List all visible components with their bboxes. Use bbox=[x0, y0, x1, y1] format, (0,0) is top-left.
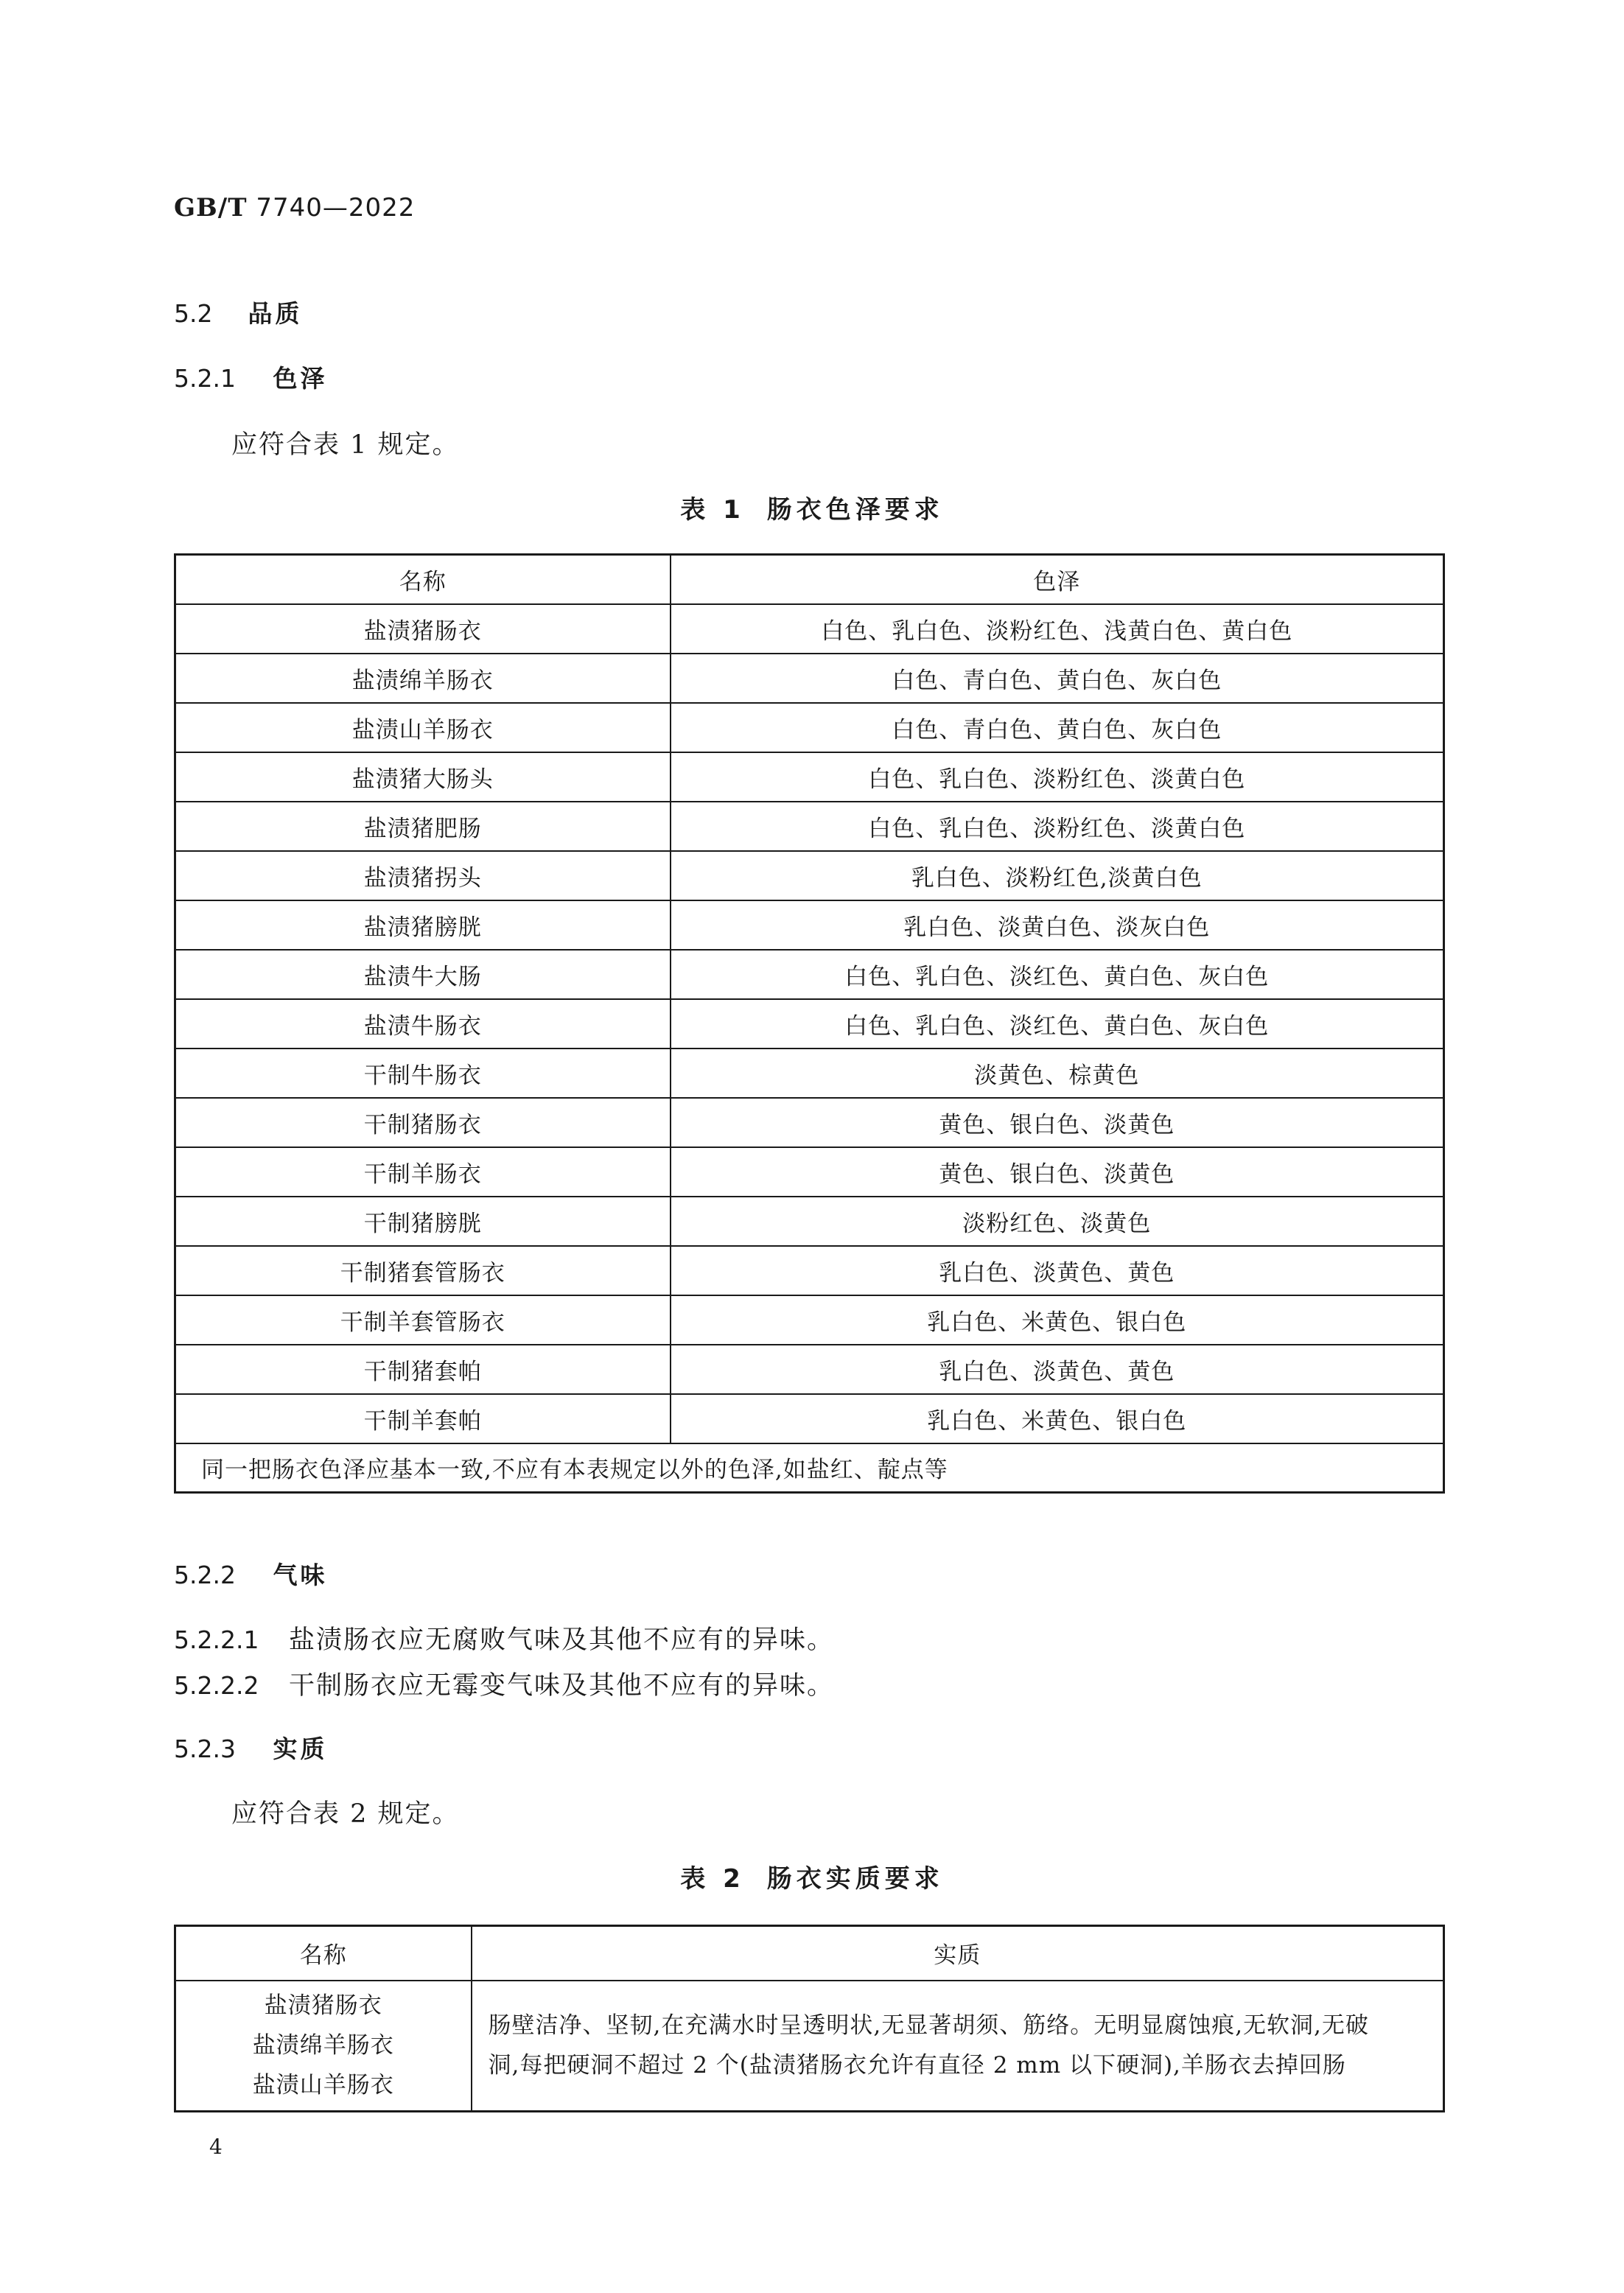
clause-text: 盐渍肠衣应无腐败气味及其他不应有的异味。 bbox=[289, 1625, 835, 1655]
substance-requirements-table bbox=[174, 1925, 1445, 2112]
name-cell: 盐渍猪大肠头 bbox=[175, 752, 671, 802]
section-5-2-2-heading bbox=[174, 1556, 328, 1591]
table-row bbox=[175, 1394, 1444, 1443]
name-cell: 盐渍猪肥肠 bbox=[175, 802, 671, 851]
clause-number: 5.2.2.2 bbox=[174, 1671, 259, 1700]
table-caption-title: 肠衣实质要求 bbox=[766, 1864, 944, 1894]
table-row bbox=[175, 604, 1444, 654]
name-cell: 干制羊肠衣 bbox=[175, 1147, 671, 1197]
section-number: 5.2.2 bbox=[174, 1561, 236, 1589]
color-cell: 乳白色、淡黄色、黄色 bbox=[671, 1246, 1444, 1295]
color-cell: 白色、青白色、黄白色、灰白色 bbox=[671, 654, 1444, 703]
name-cell: 盐渍绵羊肠衣 bbox=[175, 654, 671, 703]
column-header-name: 名称 bbox=[175, 555, 671, 604]
table-note: 同一把肠衣色泽应基本一致,不应有本表规定以外的色泽,如盐红、靛点等 bbox=[175, 1443, 1444, 1493]
paragraph-refer-table-1: 应符合表 1 规定。 bbox=[231, 430, 460, 460]
name-cell: 盐渍猪膀胱 bbox=[175, 900, 671, 950]
color-cell: 乳白色、淡黄色、黄色 bbox=[671, 1345, 1444, 1394]
color-cell: 淡黄色、棕黄色 bbox=[671, 1049, 1444, 1098]
table-row bbox=[175, 851, 1444, 900]
clause-5-2-2-2 bbox=[174, 1665, 834, 1702]
color-cell: 白色、乳白色、淡红色、黄白色、灰白色 bbox=[671, 999, 1444, 1049]
section-5-2-3-heading bbox=[174, 1730, 328, 1765]
table-row bbox=[175, 1197, 1444, 1246]
color-cell: 白色、乳白色、淡粉红色、淡黄白色 bbox=[671, 802, 1444, 851]
standard-number: 7740—2022 bbox=[256, 193, 416, 223]
table-caption-number: 表 2 bbox=[680, 1864, 745, 1894]
name-cell: 干制羊套帕 bbox=[175, 1394, 671, 1443]
table-row bbox=[175, 703, 1444, 752]
table-row bbox=[175, 752, 1444, 802]
color-cell: 淡粉红色、淡黄色 bbox=[671, 1197, 1444, 1246]
name-cell: 盐渍山羊肠衣 bbox=[175, 703, 671, 752]
section-title: 品质 bbox=[248, 299, 303, 328]
paragraph-refer-table-2: 应符合表 2 规定。 bbox=[231, 1799, 460, 1829]
table-note-row bbox=[175, 1443, 1444, 1493]
name-cell: 盐渍猪拐头 bbox=[175, 851, 671, 900]
section-number: 5.2.1 bbox=[174, 364, 236, 393]
standard-header bbox=[174, 193, 415, 223]
section-5-2-1-heading bbox=[174, 360, 328, 394]
name-cell: 盐渍牛肠衣 bbox=[175, 999, 671, 1049]
color-cell: 白色、青白色、黄白色、灰白色 bbox=[671, 703, 1444, 752]
substance-text-line: 洞,每把硬洞不超过 2 个(盐渍猪肠衣允许有直径 2 mm 以下硬洞),羊肠衣去掉回肠 bbox=[488, 2052, 1346, 2079]
clause-number: 5.2.2.1 bbox=[174, 1625, 259, 1654]
table-row bbox=[175, 1147, 1444, 1197]
table-row bbox=[175, 1098, 1444, 1147]
color-cell: 乳白色、米黄色、银白色 bbox=[671, 1295, 1444, 1345]
substance-cell bbox=[472, 1981, 1444, 2112]
casing-name: 盐渍猪肠衣 bbox=[264, 1992, 382, 2020]
substance-text-line: 肠壁洁净、坚韧,在充满水时呈透明状,无显著胡须、筋络。无明显腐蚀痕,无软洞,无破 bbox=[488, 2012, 1369, 2040]
table-2-caption bbox=[0, 1858, 1624, 1894]
clause-5-2-2-1 bbox=[174, 1620, 834, 1656]
table-row bbox=[175, 1049, 1444, 1098]
section-number: 5.2.3 bbox=[174, 1734, 236, 1763]
table-caption-number: 表 1 bbox=[680, 495, 745, 525]
section-number: 5.2 bbox=[174, 299, 213, 328]
color-cell: 乳白色、淡黄白色、淡灰白色 bbox=[671, 900, 1444, 950]
color-cell: 乳白色、米黄色、银白色 bbox=[671, 1394, 1444, 1443]
color-requirements-table bbox=[174, 553, 1445, 1494]
casing-name: 盐渍绵羊肠衣 bbox=[252, 2032, 394, 2059]
table-row bbox=[175, 950, 1444, 999]
name-cell: 干制猪膀胱 bbox=[175, 1197, 671, 1246]
name-cell: 干制猪肠衣 bbox=[175, 1098, 671, 1147]
section-title: 色泽 bbox=[273, 364, 328, 393]
clause-text: 干制肠衣应无霉变气味及其他不应有的异味。 bbox=[289, 1671, 835, 1701]
name-cell: 盐渍猪肠衣 bbox=[175, 604, 671, 654]
table-row bbox=[175, 802, 1444, 851]
table-row bbox=[175, 999, 1444, 1049]
table-caption-title: 肠衣色泽要求 bbox=[766, 495, 944, 525]
table-row bbox=[175, 1295, 1444, 1345]
table-row bbox=[175, 900, 1444, 950]
table-row bbox=[175, 1345, 1444, 1394]
name-cell: 干制猪套管肠衣 bbox=[175, 1246, 671, 1295]
color-cell: 乳白色、淡粉红色,淡黄白色 bbox=[671, 851, 1444, 900]
name-cell bbox=[175, 1981, 472, 2112]
page-number: 4 bbox=[209, 2135, 223, 2159]
table-header-row bbox=[175, 555, 1444, 604]
name-cell: 干制猪套帕 bbox=[175, 1345, 671, 1394]
name-cell: 盐渍牛大肠 bbox=[175, 950, 671, 999]
name-cell: 干制羊套管肠衣 bbox=[175, 1295, 671, 1345]
table-1-caption bbox=[0, 489, 1624, 525]
column-header-name: 名称 bbox=[175, 1926, 472, 1981]
column-header-substance: 实质 bbox=[472, 1926, 1444, 1981]
standard-prefix: GB/T bbox=[174, 193, 248, 223]
color-cell: 黄色、银白色、淡黄色 bbox=[671, 1098, 1444, 1147]
casing-name: 盐渍山羊肠衣 bbox=[252, 2072, 394, 2099]
table-row bbox=[175, 654, 1444, 703]
table-row bbox=[175, 1246, 1444, 1295]
section-title: 气味 bbox=[273, 1561, 328, 1589]
column-header-color: 色泽 bbox=[671, 555, 1444, 604]
table-row bbox=[175, 1981, 1444, 2112]
color-cell: 黄色、银白色、淡黄色 bbox=[671, 1147, 1444, 1197]
section-5-2-heading bbox=[174, 295, 303, 329]
color-cell: 白色、乳白色、淡红色、黄白色、灰白色 bbox=[671, 950, 1444, 999]
color-cell: 白色、乳白色、淡粉红色、淡黄白色 bbox=[671, 752, 1444, 802]
name-cell: 干制牛肠衣 bbox=[175, 1049, 671, 1098]
color-cell: 白色、乳白色、淡粉红色、浅黄白色、黄白色 bbox=[671, 604, 1444, 654]
section-title: 实质 bbox=[273, 1734, 328, 1763]
table-header-row bbox=[175, 1926, 1444, 1981]
